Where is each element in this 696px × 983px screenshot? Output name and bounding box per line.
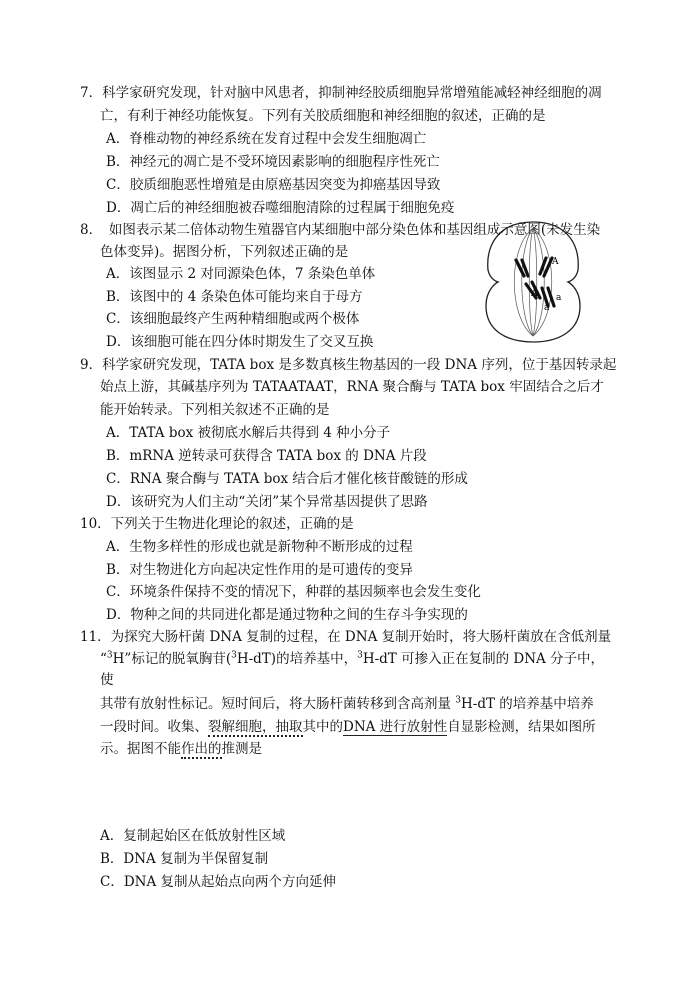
q7-option-a: A．脊椎动物的神经系统在发育过程中会发生细胞凋亡 [106,131,427,147]
q8-option-d: D．该细胞可能在四分体时期发生了交叉互换 [106,334,374,350]
q10-option-a: A．生物多样性的形成也就是新物种不断形成的过程 [106,539,413,555]
q8-stem-line2: 色体变异)。据图分析，下列叙述正确的是 [100,244,349,260]
gene-label-3: a [556,293,562,303]
q11-option-a: A．复制起始区在低放射性区域 [100,828,286,844]
q8-option-b: B．该图中的 4 条染色体可能均来自于母方 [106,289,363,305]
q11-stem-line2: “$^3$H”标记的脱氧胸苷($^3$H-dT)的培养基中，$^3$H-dT 可掺入正在复制的 DNA 分子中， [100,650,605,667]
q8-option-c: C．该细胞最终产生两种精细胞或两个极体 [106,311,360,327]
q7-option-c: C．胶质细胞恶性增殖是由原癌基因突变为抑癌基因导致 [106,177,441,193]
q8-stem-line1: 8． 如图表示某二倍体动物生殖器官内某细胞中部分染色体和基因组成示意图(未发生染 [80,222,601,238]
emphasis-underline: DNA 进行放射性 [343,719,448,735]
q10-stem: 10．下列关于生物进化理论的叙述，正确的是 [80,516,354,532]
q7-stem-line1: 7．科学家研究发现，针对脑中风患者，抑制神经胶质细胞异常增殖能减轻神经细胞的凋 [80,85,602,101]
gene-label-1: A [552,257,559,267]
q9-stem-line2: 始点上游，其碱基序列为 TATAATAAT，RNA 聚合酶与 TATA box 牢固结合之后才 [100,379,604,395]
q10-option-b: B．对生物进化方向起决定性作用的是可遗传的变异 [106,562,413,578]
emphasis-dotted: 作出的 [181,741,222,757]
q8-option-a: A．该图显示 2 对同源染色体，7 条染色单体 [106,266,376,282]
q11-option-b: B．DNA 复制为半保留复制 [100,851,269,867]
q10-option-d: D．物种之间的共同进化都是通过物种之间的生存斗争实现的 [106,607,468,623]
q7-stem-line2: 亡，有利于神经功能恢复。下列有关胶质细胞和神经细胞的叙述，正确的是 [100,108,546,124]
q9-stem-line1: 9．科学家研究发现，TATA box 是多数真核生物基因的一段 DNA 序列，位于基因转录起 [80,357,617,373]
q9-option-b: B．mRNA 逆转录可获得含 TATA box 的 DNA 片段 [106,448,427,464]
gene-label-4: a [544,303,550,313]
emphasis-dotted: 裂解细胞，抽取 [208,719,303,735]
q9-option-a: A．TATA box 被彻底水解后共得到 4 种小分子 [106,425,391,441]
q10-option-c: C．环境条件保持不变的情况下，种群的基因频率也会发生变化 [106,584,481,600]
q11-stem-line4: 其带有放射性标记。短时间后，将大肠杆菌转移到含高剂量 $^3$H-dT 的培养基中培养 [100,695,594,712]
q7-option-d: D．凋亡后的神经细胞被吞噬细胞清除的过程属于细胞免疫 [106,200,455,216]
q11-stem-line3: 使 [100,672,114,688]
q11-stem-line5: 一段时间。收集、裂解细胞，抽取其中的DNA 进行放射性自显影检测，结果如图所 [100,719,596,735]
q11-stem-line6: 示。据图不能作出的推测是 [100,741,262,757]
q11-option-c: C．DNA 复制从起始点向两个方向延伸 [100,874,337,890]
gene-label-2: A [531,289,538,299]
q9-option-d: D．该研究为人们主动“关闭”某个异常基因提供了思路 [106,494,428,510]
q9-stem-line3: 能开始转录。下列相关叙述不正确的是 [100,402,330,418]
q7-option-b: B．神经元的凋亡是不受环境因素影响的细胞程序性死亡 [106,154,440,170]
cell-division-figure [478,218,588,346]
q11-stem-line1: 11．为探究大肠杆菌 DNA 复制的过程，在 DNA 复制开始时，将大肠杆菌放在含低剂量 [80,629,612,645]
q9-option-c: C．RNA 聚合酶与 TATA box 结合后才催化核苷酸链的形成 [106,471,468,487]
